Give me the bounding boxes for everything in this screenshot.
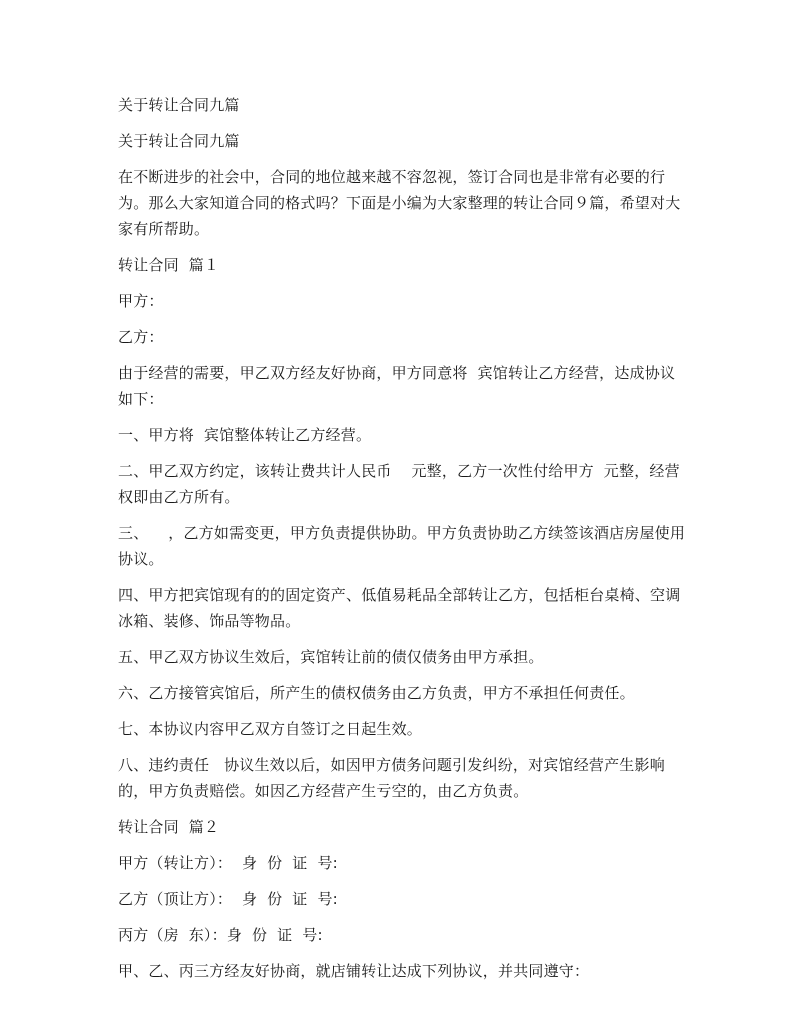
document-heading: 关于转让合同九篇 [118,96,240,114]
clause-8: 八、违约责任 协议生效以后，如因甲方债务问题引发纠纷，对宾馆经营产生影响的，甲方负责赔偿。如因乙方经营产生亏空的，由乙方负责。 [118,756,665,800]
document-body [118,92,688,984]
section-2-preamble: 甲、乙、丙三方经友好协商，就店铺转让达成下列协议，并共同遵守： [118,962,590,980]
clause-6: 六、乙方接管宾馆后，所产生的债权债务由乙方负责，甲方不承担任何责任。 [118,684,635,702]
section-1-party-a: 甲方： [118,292,164,310]
section-1-title: 转让合同 篇１ [118,256,220,274]
section-2-party-c: 丙方（房 东）：身 份 证 号: [118,926,323,944]
clause-3: 三、 ，乙方如需变更，甲方负责提供协助。甲方负责协助乙方续签该酒店房屋使用协议。 [118,524,686,568]
document-title: 关于转让合同九篇 [118,132,240,150]
section-2-party-b: 乙方（顶让方）： 身 份 证 号: [118,890,338,908]
section-1-preamble: 由于经营的需要，甲乙双方经友好协商，甲方同意将 宾馆转让乙方经营，达成协议如下： [118,364,676,408]
section-2-party-a: 甲方（转让方）： 身 份 证 号: [118,854,338,872]
intro-paragraph: 在不断进步的社会中，合同的地位越来越不容忽视，签订合同也是非常有必要的行为。那么大家知道合同的格式吗？下面是小编为大家整理的转让合同９篇，希望对大家有所帮助。 [118,168,681,238]
clause-7: 七、本协议内容甲乙双方自签订之日起生效。 [118,720,423,738]
clause-2: 二、甲乙双方约定，该转让费共计人民币 元整，乙方一次性付给甲方 元整，经营权即由乙方所有。 [118,462,680,506]
section-1-party-b: 乙方： [118,328,164,346]
clause-1: 一、甲方将 宾馆整体转让乙方经营。 [118,426,372,444]
clause-5: 五、甲乙双方协议生效后，宾馆转让前的债仅债务由甲方承担。 [118,648,544,666]
clause-4: 四、甲方把宾馆现有的的固定资产、低值易耗品全部转让乙方，包括柜台桌椅、空调冰箱、装修、饰品等物品。 [118,586,681,630]
section-2-title: 转让合同 篇２ [118,818,220,836]
